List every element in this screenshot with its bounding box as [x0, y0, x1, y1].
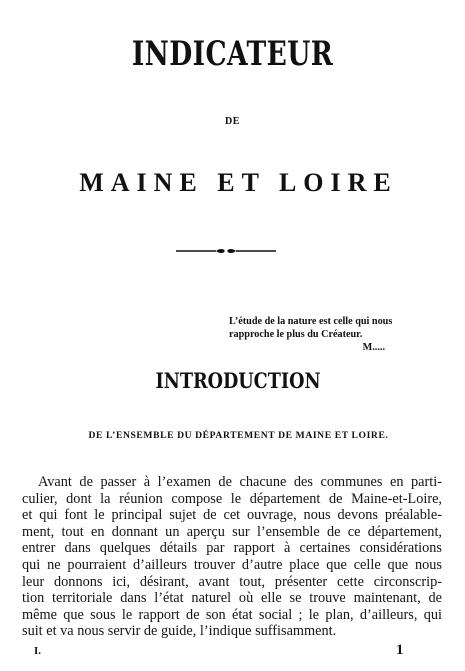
section-title: INTRODUCTION: [155, 368, 321, 393]
epigraph-signature: M.....: [362, 342, 385, 353]
body-paragraph: [22, 474, 442, 640]
paragraph-line: leur donnons ici, désirant, avant tout, présenter cette circonscrip-: [22, 573, 442, 590]
paragraph-line: entrer dans quelques détails par rapport à certaines considérations: [22, 540, 442, 557]
paragraph-line: culier, dont la réunion compose le département de Maine-et-Loire,: [22, 490, 442, 507]
epigraph-line: L’étude de la nature est celle qui nous: [229, 316, 393, 327]
paragraph-line: ment, tout en donnant un aperçu sur l’ensemble de ce département,: [22, 523, 442, 540]
fleuron-ornament: [176, 246, 276, 256]
paragraph-line: Avant de passer à l’examen de chacune des communes en parti-: [38, 474, 442, 490]
page-number: 1: [396, 642, 404, 658]
title-connector: DE: [225, 116, 240, 127]
paragraph-line: même que sous le rapport de son état social ; le plan, d’ailleurs, qui: [22, 606, 442, 623]
subtitle: MAINE ET LOIRE: [79, 168, 398, 197]
paragraph-line: suit et va nous servir de guide, l’indique suffisamment.: [22, 623, 337, 640]
paragraph-line: qui ne pourraient d’ailleurs trouver d’autre place que celle que nous: [22, 556, 442, 573]
main-title: INDICATEUR: [131, 34, 334, 74]
section-subtitle: DE L’ENSEMBLE DU DÉPARTEMENT DE MAINE ET LOIRE.: [88, 430, 389, 441]
epigraph: [229, 315, 439, 354]
paragraph-line: et qui font le principal sujet de cet ouvrage, nous devons préalable-: [22, 507, 442, 524]
signature-mark: I.: [34, 645, 42, 657]
paragraph-line: tion territoriale dans l’état naturel où elle se trouve maintenant, de: [22, 590, 442, 607]
epigraph-line: rapproche le plus du Créateur.: [229, 329, 363, 340]
